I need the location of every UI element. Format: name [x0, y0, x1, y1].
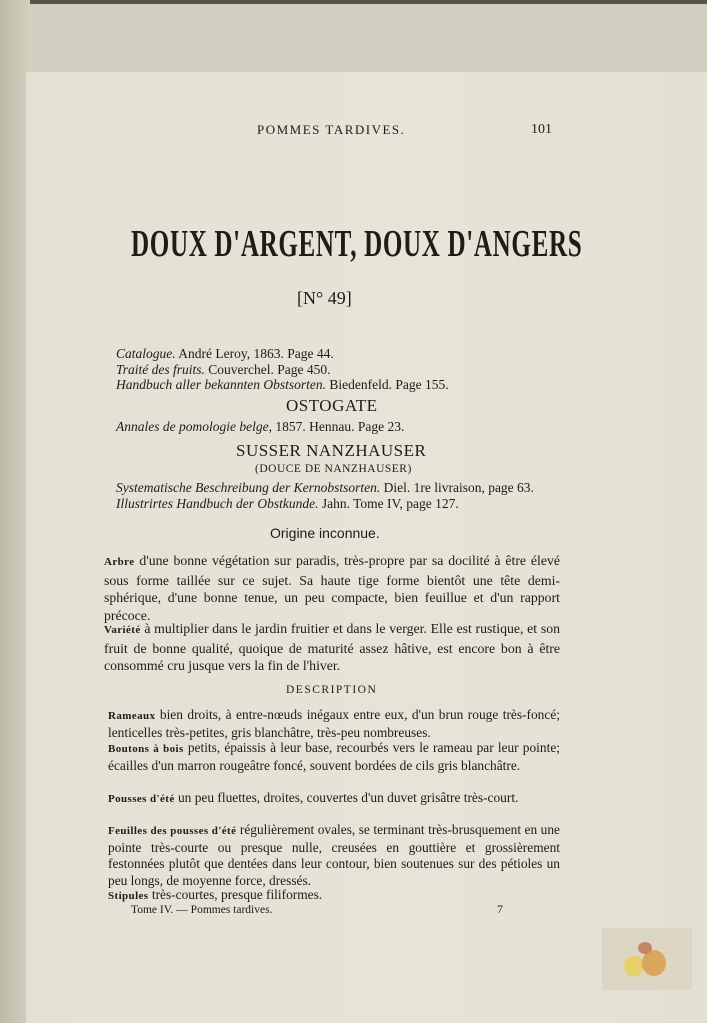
- synonym-subheading: (DOUCE DE NANZHAUSER): [255, 463, 412, 475]
- description-paragraph: Pousses d'été un peu fluettes, droites, couvertes d'un duvet grisâtre très-court.: [108, 790, 519, 805]
- body-paragraph: Variété à multiplier dans le jardin fruitier et dans le verger. Elle est rustique, et son fruit de bonne qualité, quoique de maturité assez hâtive, est encore bon à être consommé cru jusque vers la fin de l'hiver.: [104, 621, 560, 673]
- page-number: 101: [531, 122, 552, 137]
- reference-line: Handbuch aller bekannten Obstsorten. Biedenfeld. Page 155.: [116, 377, 449, 392]
- binding-shadow: [0, 0, 26, 1023]
- book-edge: [30, 0, 707, 4]
- description-paragraph: Boutons à bois petits, épaissis à leur base, recourbés vers le rameau par leur pointe; écailles d'un marron rougeâtre foncé, souvent bordées de cils gris blanchâtre.: [108, 740, 560, 773]
- synonym-heading: OSTOGATE: [286, 396, 378, 415]
- footer-signature: Tome IV. — Pommes tardives.: [131, 904, 273, 916]
- running-header: POMMES TARDIVES.: [257, 122, 406, 137]
- description-paragraph: Rameaux bien droits, à entre-nœuds inégaux entre eux, d'un brun rouge très-foncé; lenticelles très-petites, gris blanchâtre, très-peu nombreuses.: [108, 707, 560, 740]
- body-paragraph: Arbre d'une bonne végétation sur paradis, très-propre par sa docilité à être élevé sous forme taillée sur ce sujet. Sa haute tige forme bientôt une tête demi-sphérique, d'une bonne tenue, un peu compacte, bien feuillue et d'un rapport précoce.: [104, 553, 560, 623]
- reference-line: Annales de pomologie belge, 1857. Hennau. Page 23.: [116, 419, 405, 434]
- fruit-logo-watermark: [602, 928, 692, 990]
- facing-page-edge: [26, 0, 707, 72]
- section-heading: DESCRIPTION: [286, 684, 378, 696]
- apple-icon: [624, 956, 644, 976]
- reference-line: Systematische Beschreibung der Kernobstsorten. Diel. 1re livraison, page 63.: [116, 480, 534, 495]
- reference-line: Illustrirtes Handbuch der Obstkunde. Jahn. Tome IV, page 127.: [116, 496, 459, 511]
- reference-line: Catalogue. André Leroy, 1863. Page 44.: [116, 346, 334, 361]
- page-title: DOUX D'ARGENT, DOUX D'ANGERS: [131, 223, 583, 265]
- entry-number: [N° 49]: [297, 288, 352, 308]
- plum-icon: [638, 942, 652, 954]
- description-paragraph: Feuilles des pousses d'été régulièrement ovales, se terminant très-brusquement en une pointe très-courte ou presque nulle, creusées en gouttière et grossièrement festonnées plutôt que dentées dans leur contour, bien soutenues sur des pétioles un peu longs, de moyenne force, dressés.: [108, 822, 560, 888]
- synonym-heading: SUSSER NANZHAUSER: [236, 441, 427, 460]
- description-paragraph: Stipules très-courtes, presque filiformes.: [108, 887, 323, 902]
- signature-mark: 7: [497, 902, 503, 916]
- origin-note: Origine inconnue.: [270, 525, 380, 541]
- reference-line: Traité des fruits. Couverchel. Page 450.: [116, 362, 331, 377]
